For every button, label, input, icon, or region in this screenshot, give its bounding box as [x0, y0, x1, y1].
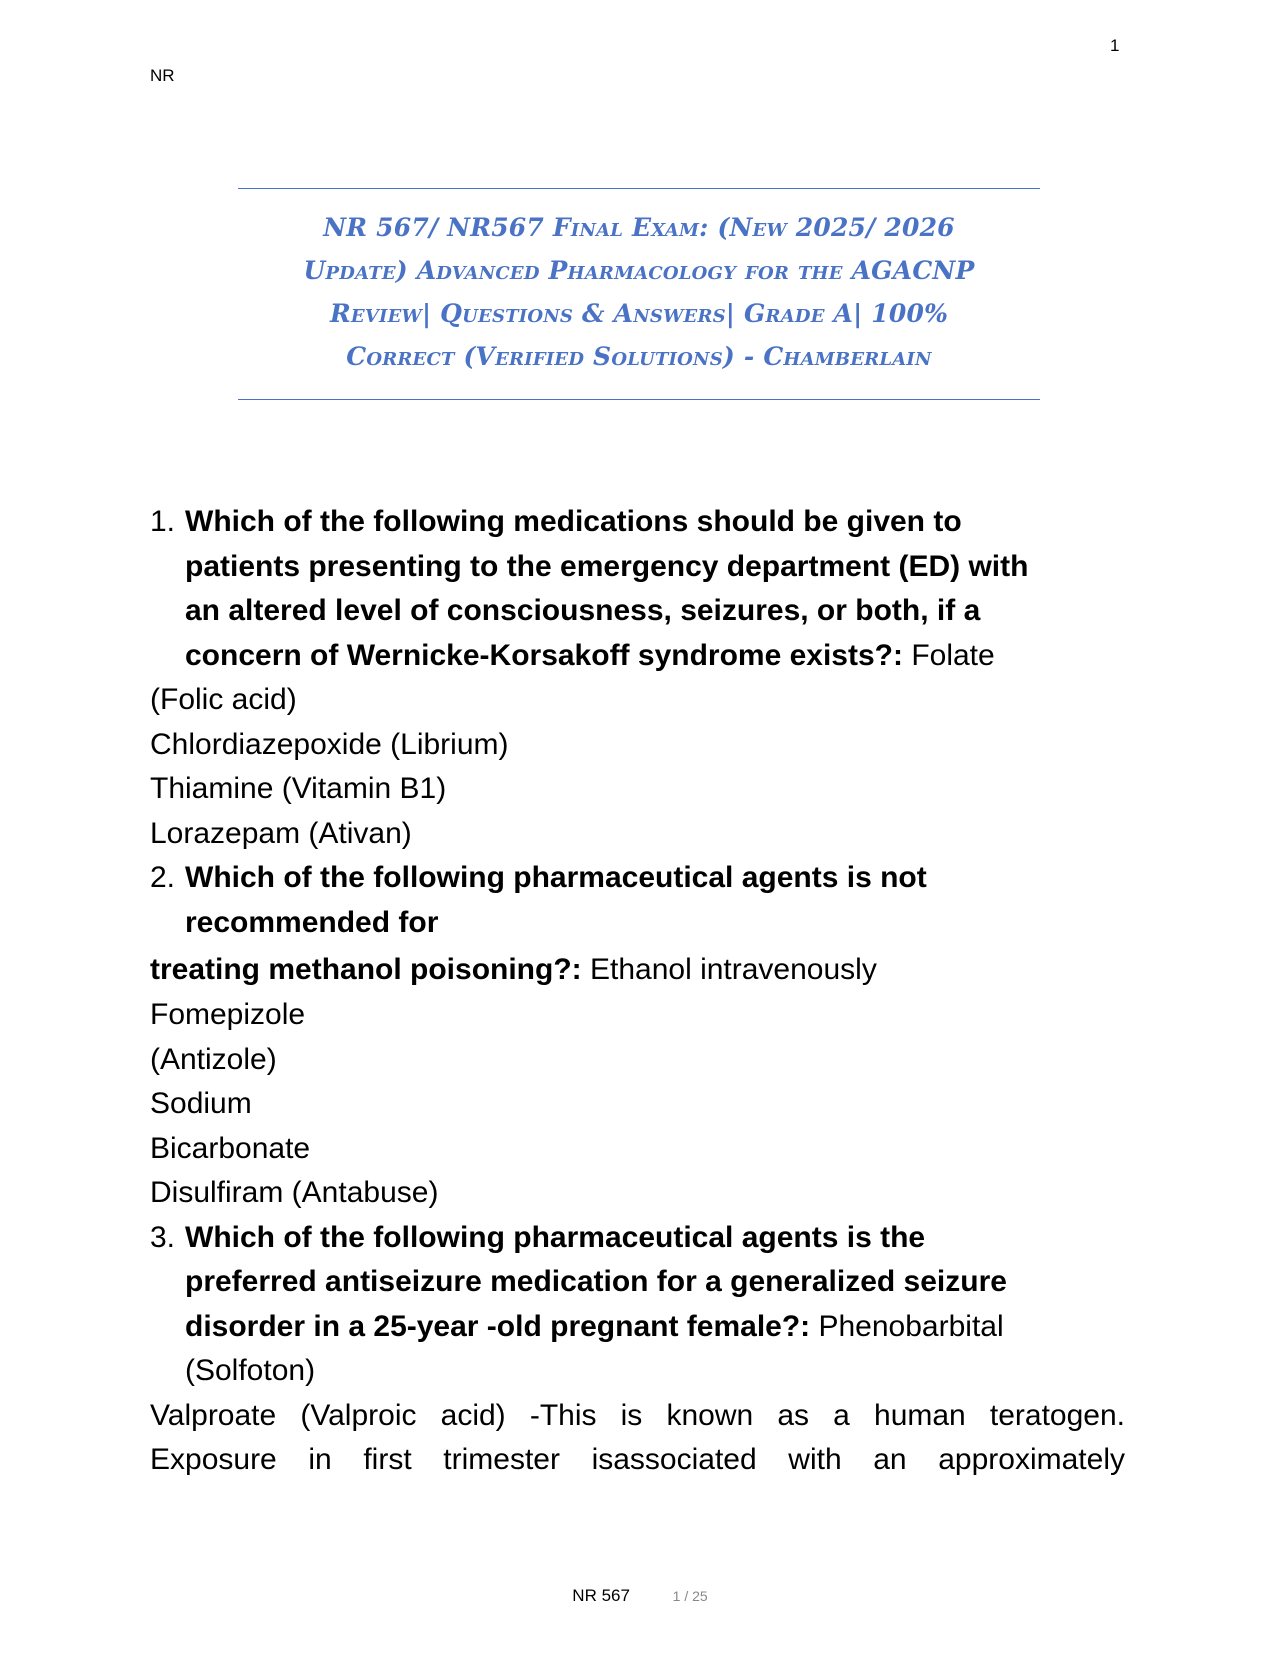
answer-text: Folate [902, 638, 995, 672]
answer-option: Sodium [150, 1087, 252, 1120]
title-line: NR 567/ NR567 Final Exam: (New 2025/ 2026 [323, 213, 955, 242]
answer-option: Exposure in first trimester isassociated with an approximately [150, 1443, 1125, 1476]
question-text: Which of the following medications should be given to [185, 505, 962, 538]
answer-option: Valproate (Valproic acid) -This is known as a human teratogen. [150, 1398, 1125, 1432]
question-number: 1. [150, 505, 176, 538]
answer-text: (Solfoton) [185, 1354, 316, 1387]
title-line: Update) Advanced Pharmacology for the AGACNP [303, 256, 975, 285]
question-text: recommended for [185, 905, 439, 939]
footer-page-indicator: 1 / 25 [672, 1588, 708, 1604]
answer-option: Fomepizole [150, 998, 306, 1031]
answer-option: (Folic acid) [150, 683, 297, 716]
answer-option: Disulfiram (Antabuse) [150, 1176, 439, 1209]
answer-option: (Antizole) [150, 1042, 277, 1076]
title-rule-top [238, 188, 1040, 189]
question-text: Which of the following pharmaceutical agents is not [185, 861, 927, 894]
title-rule-bottom [238, 399, 1040, 400]
question-3 [150, 1216, 1125, 1394]
page-footer [0, 1586, 1280, 1606]
answer-option: Lorazepam (Ativan) [150, 816, 412, 850]
answer-text: Ethanol intravenously [581, 953, 877, 986]
answer-option: Bicarbonate [150, 1131, 311, 1165]
question-text: treating methanol poisoning?: [150, 953, 582, 986]
question-text: Which of the following pharmaceutical agents is the [185, 1220, 926, 1254]
title-line: Review| Questions & Answers| Grade A| 100% [329, 299, 949, 328]
answer-option: Chlordiazepoxide (Librium) [150, 727, 509, 761]
question-text: patients presenting to the emergency department (ED) with [185, 549, 1029, 583]
page-number: 1 [1110, 36, 1120, 55]
question-text: preferred antiseizure medication for a generalized seizure [185, 1265, 1007, 1298]
question-number: 3. [150, 1220, 176, 1254]
questions-body [150, 500, 1125, 1483]
title-line: Correct (Verified Solutions) - Chamberlain [346, 342, 932, 371]
question-number: 2. [150, 861, 176, 894]
question-text: an altered level of consciousness, seizures, or both, if a [185, 594, 981, 627]
answer-text: Phenobarbital [810, 1309, 1004, 1343]
document-title [238, 206, 1040, 378]
question-text: disorder in a 25-year -old pregnant female?: [185, 1309, 811, 1343]
answer-option: Thiamine (Vitamin B1) [150, 772, 447, 805]
question-text: concern of Wernicke-Korsakoff syndrome exists?: [185, 638, 903, 672]
footer-label: NR 567 [572, 1586, 630, 1605]
running-header: NR [150, 66, 175, 85]
question-2 [150, 856, 1125, 945]
question-1 [150, 500, 1125, 678]
